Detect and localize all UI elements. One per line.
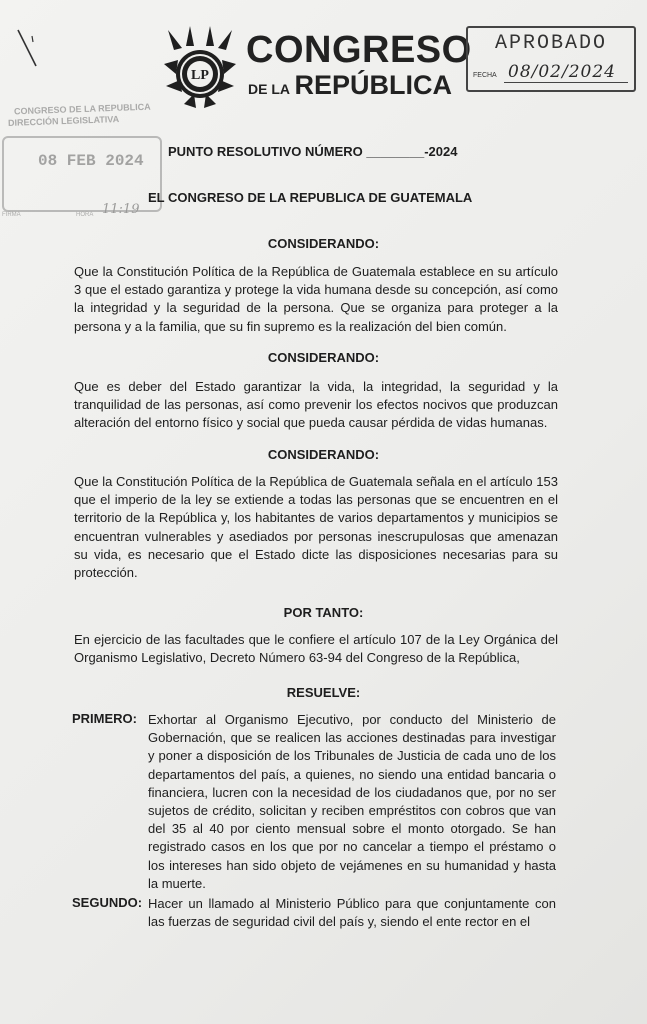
brand-de-la: DE LA (248, 81, 290, 97)
primero-text: Exhortar al Organismo Ejecutivo, por conducto del Ministerio de Gobernación, que se realicen las acciones destinadas para investigar y poner a disposición de los Tribunales de Justicia de cada uno de los departamentos del país, a quienes, no siendo una entidad bancaria o financiera, lucren con la necesidad de los ciudadanos que, por no ser sujetos de crédito, solicitan y reciben empréstitos con cobros que van del 35 al 40 por ciento mensual sobre el monto otorgado. Se han registrado casos en los que por no cancelar a tiempo el préstamo o los intereses han sido objeto de vejámenes en su humanidad y hasta la muerte. (148, 712, 556, 891)
approved-stamp (466, 26, 636, 92)
received-stamp-firma: FIRMA (2, 212, 21, 218)
approved-fecha-label: FECHA (473, 72, 497, 79)
congress-seal-icon (160, 24, 240, 118)
considerando-2-text: Que es deber del Estado garantizar la vida, la integridad, la seguridad y la tranquilidad de las personas, así como prevenir los efectos nocivos que produzcan alteración del entorno físico y social que pueda causar pérdida de vidas humanas. (74, 379, 558, 431)
brand-subtitle (248, 70, 452, 105)
considerando-1-text: Que la Constitución Política de la República de Guatemala establece en su artículo 3 que el estado garantiza y protege la vida humana desde su concepción, así como la integridad y la seguridad de la persona. Que se organiza para proteger a la persona y a la familia, que su fin supremo es la realización del bien común. (74, 264, 558, 334)
received-stamp-box (2, 136, 162, 212)
received-stamp-hora-value: 11:19 (102, 202, 140, 217)
pen-mark (16, 26, 40, 70)
considerando-2-heading: CONSIDERANDO: (267, 350, 380, 365)
considerando-1-heading: CONSIDERANDO: (267, 236, 380, 251)
primero-label: PRIMERO: (72, 711, 137, 726)
received-stamp-line1: CONGRESO DE LA REPUBLICA (13, 101, 151, 117)
considerando-3-text: Que la Constitución Política de la República de Guatemala señala en el artículo 153 que el imperio de la ley se extiende a todas las personas que se encuentren en el territorio de la República y, los habitantes de varios departamentos y municipios se encuentran vulnerables y asediados por personas inescrupulosas que amenazan su vida, es necesario que el Estado dicte las disposiciones necesarias para su protección. (74, 474, 558, 581)
brand-title: CONGRESO (246, 29, 472, 71)
received-stamp-hora: HORA (76, 212, 94, 218)
considerando-3-heading: CONSIDERANDO: (267, 447, 380, 462)
received-stamp-line2: DIRECCIÓN LEGISLATIVA (7, 114, 120, 128)
brand-republica: REPÚBLICA (294, 70, 452, 100)
seal-letters: LP (191, 68, 209, 83)
por-tanto-text: En ejercicio de las facultades que le confiere el artículo 107 de la Ley Orgánica del Organismo Legislativo, Decreto Número 63-94 del Congreso de la República, (74, 632, 558, 666)
received-stamp (0, 101, 165, 224)
resolution-number: PUNTO RESOLUTIVO NÚMERO ________-2024 (168, 144, 458, 159)
approved-fecha-line (504, 82, 628, 83)
segundo-text: Hacer un llamado al Ministerio Público para que conjuntamente con las fuerzas de seguridad civil del país y, siendo el ente rector en el (148, 896, 556, 930)
approved-word: APROBADO (494, 32, 607, 55)
segundo-label: SEGUNDO: (72, 895, 143, 910)
por-tanto-heading: POR TANTO: (283, 605, 364, 620)
received-stamp-date: 08 FEB 2024 (38, 152, 144, 170)
approved-fecha-value: 08/02/2024 (508, 62, 616, 82)
resuelve-heading: RESUELVE: (286, 685, 361, 700)
issuing-body: EL CONGRESO DE LA REPUBLICA DE GUATEMALA (148, 190, 473, 205)
